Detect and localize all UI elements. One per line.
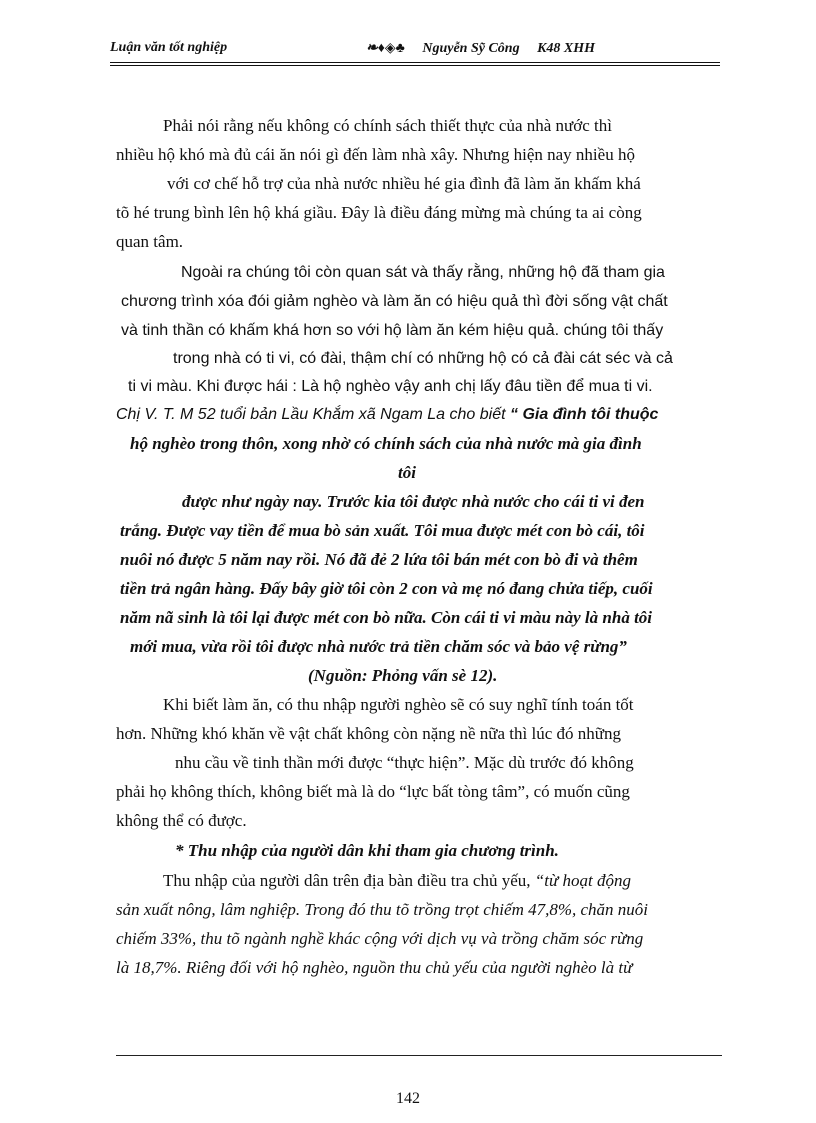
- paragraph-4-line: chiếm 33%, thu tõ ngành nghề khác cộng với dịch vụ và trồng chăm sóc rừng: [116, 929, 644, 948]
- paragraph-1-line: Phải nói rằng nếu không có chính sách thiết thực của nhà nước thì: [163, 116, 612, 135]
- quote-line: tôi: [398, 463, 416, 482]
- paragraph-1-line: tõ hé trung bình lên hộ khá giầu. Đây là điều đáng mừng mà chúng ta ai còng: [116, 203, 642, 222]
- header-rule: [110, 62, 720, 63]
- paragraph-3-line: nhu cầu về tinh thần mới được “thực hiện”. Mặc dù trước đó không: [175, 753, 634, 772]
- paragraph-4-plain-text: Thu nhập của người dân trên địa bàn điều tra chủ yếu,: [163, 871, 535, 890]
- quote-attribution: Chị V. T. M 52 tuổi bản Lầu Khắm xã Ngam La cho biết: [116, 406, 506, 423]
- quote-line: mới mua, vừa rồi tôi được nhà nước trả tiền chăm sóc và bảo vệ rừng”: [130, 637, 627, 656]
- footer-rule: [116, 1055, 722, 1056]
- paragraph-2-line: chương trình xóa đói giảm nghèo và làm ăn có hiệu quả thì đời sống vật chất: [121, 293, 668, 310]
- paragraph-3-line: phải họ không thích, không biết mà là do “lực bất tòng tâm”, có muốn cũng: [116, 782, 630, 801]
- page-header: [110, 40, 720, 62]
- paragraph-4-line: [163, 870, 631, 892]
- paragraph-1-line: nhiều hộ khó mà đủ cái ăn nói gì đến làm nhà xây. Nhưng hiện nay nhiều hộ: [116, 145, 635, 164]
- paragraph-2-line: trong nhà có ti vi, có đài, thậm chí có những hộ có cả đài cát séc và cả: [173, 350, 673, 367]
- header-author-block: [366, 40, 609, 57]
- paragraph-1-line: quan tâm.: [116, 232, 184, 251]
- quote-line: được như ngày nay. Trước kia tôi được nhà nước cho cái ti vi đen: [182, 492, 645, 511]
- paragraph-2-line: Ngoài ra chúng tôi còn quan sát và thấy rằng, những hộ đã tham gia: [181, 264, 665, 281]
- quote-line: năm nã sinh là tôi lại được mét con bò nữa. Còn cái ti vi màu này là nhà tôi: [120, 608, 653, 627]
- paragraph-4-line: là 18,7%. Riêng đối với hộ nghèo, nguồn thu chủ yếu của người nghèo là từ: [116, 958, 633, 977]
- header-class: K48 XHH: [537, 41, 596, 56]
- header-rule-thin: [110, 65, 720, 66]
- paragraph-2-line: ti vi màu. Khi được hái : Là hộ nghèo vậy anh chị lấy đâu tiền để mua ti vi.: [128, 378, 653, 395]
- quote-attribution-line: [116, 404, 658, 426]
- paragraph-2-line: và tinh thần có khấm khá hơn so với hộ làm ăn kém hiệu quả. chúng tôi thấy: [121, 322, 664, 339]
- paragraph-3-line: Khi biết làm ăn, có thu nhập người nghèo sẽ có suy nghĩ tính toán tốt: [163, 695, 634, 714]
- quote-source: (Nguồn: Phỏng vấn sè 12).: [308, 666, 498, 685]
- paragraph-1-line: với cơ chế hỗ trợ của nhà nước nhiều hé gia đình đã làm ăn khấm khá: [167, 174, 641, 193]
- quote-text: “ Gia đình tôi thuộc: [510, 406, 659, 423]
- section-heading: * Thu nhập của người dân khi tham gia chương trình.: [175, 841, 559, 860]
- header-ornament-icon: ❧♦◈♣: [366, 41, 405, 56]
- page-number: 142: [396, 1090, 420, 1107]
- header-author: Nguyễn Sỹ Công: [422, 41, 520, 56]
- quote-line: trắng. Được vay tiền để mua bò sản xuất. Tôi mua được mét con bò cái, tôi: [120, 521, 645, 540]
- header-thesis-label: Luận văn tốt nghiệp: [110, 40, 228, 55]
- paragraph-3-line: hơn. Những khó khăn về vật chất không còn nặng nề nữa thì lúc đó những: [116, 724, 621, 743]
- paragraph-3-line: không thể có được.: [116, 811, 247, 830]
- quote-line: tiền trả ngân hàng. Đấy bây giờ tôi còn 2 con và mẹ nó đang chửa tiếp, cuối: [120, 579, 653, 598]
- quote-line: nuôi nó được 5 năm nay rồi. Nó đã đẻ 2 lứa tôi bán mét con bò đi và thêm: [120, 550, 638, 569]
- quote-line: hộ nghèo trong thôn, xong nhờ có chính sách của nhà nước mà gia đình: [130, 434, 642, 453]
- paragraph-4-line: sản xuất nông, lâm nghiệp. Trong đó thu tõ trồng trọt chiếm 47,8%, chăn nuôi: [116, 900, 649, 919]
- paragraph-4-italic-start: “từ hoạt động: [534, 871, 631, 890]
